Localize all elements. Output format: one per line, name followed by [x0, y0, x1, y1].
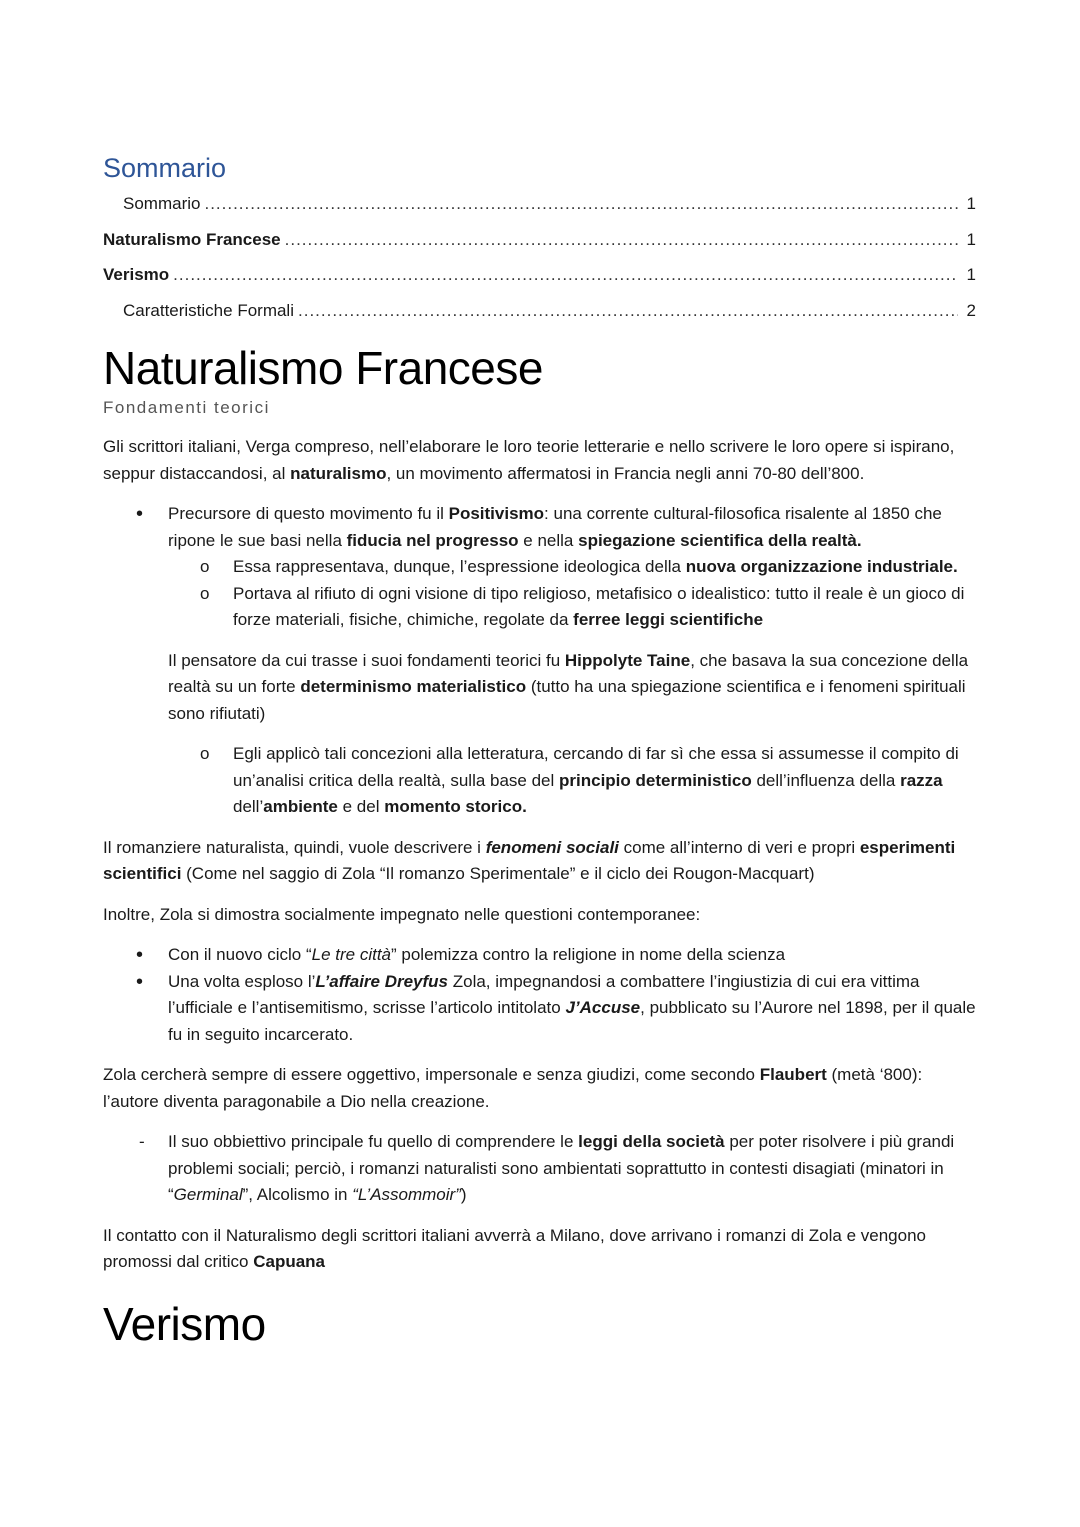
oggettivo-paragraph: Zola cercherà sempre di essere oggettivo, impersonale e senza giudizi, come secondo Flaubert (metà ‘800): l’autore diventa paragonabile a Dio nella creazione.: [103, 1065, 923, 1111]
list-item: - Il suo obbiettivo principale fu quello di comprendere le leggi della società per poter risolvere i più grandi problemi sociali; perciò, i romanzi naturalisti sono ambientati soprattutto in contesti disagiati (minatori in “Germinal”, Alcolismo in “L’Assommoir”): [103, 1129, 976, 1209]
zola-list: [103, 942, 976, 1048]
toc-entry-label: Caratteristiche Formali: [123, 300, 294, 320]
toc-entry-verismo[interactable]: [103, 265, 976, 301]
toc-entry-page: 1: [966, 194, 976, 213]
toc-entry-caratteristiche[interactable]: [103, 301, 976, 337]
list-item: • Precursore di questo movimento fu il Positivismo: una corrente cultural-filosofica risalente al 1850 che ripone le sue basi nella fiducia nel progresso e nella spiegazione scientifica della realtà.: [103, 501, 976, 554]
toc-entry-label: Naturalismo Francese: [103, 229, 281, 249]
toc-leader-dots: [298, 301, 958, 321]
taine-list: [103, 741, 976, 821]
positivismo-list: [103, 501, 976, 634]
list-item: o Portava al rifiuto di ogni visione di tipo religioso, metafisico o idealistico: tutto il reale è un gioco di forze materiali, fisiche, chimiche, regolate da ferree leggi scientifiche: [103, 581, 976, 634]
toc-entry-naturalismo[interactable]: [103, 230, 976, 266]
list-item: o Egli applicò tali concezioni alla letteratura, cercando di far sì che essa si assumesse il compito di un’analisi critica della realtà, sulla base del principio deterministico dell’influenza della razza dell’ambiente e del momento storico.: [103, 741, 976, 821]
intro-paragraph: Gli scrittori italiani, Verga compreso, nell’elaborare le loro teorie letterarie e nello scrivere le loro opere si ispirano, seppur distaccandosi, al naturalismo, un movimento affermatosi in Francia negli anni 70-80 dell’800.: [103, 437, 955, 483]
dash-list: [103, 1129, 976, 1209]
toc-entry-sommario[interactable]: [103, 194, 976, 230]
toc-entry-label: Verismo: [103, 265, 170, 284]
toc-leader-dots: [204, 194, 958, 214]
taine-paragraph: Il pensatore da cui trasse i suoi fondamenti teorici fu Hippolyte Taine, che basava la sua concezione della realtà su un forte determinismo materialistico (tutto ha una spiegazione scientifica e i fenomeni spirituali sono rifiutati): [168, 650, 969, 723]
toc-entry-page: 1: [966, 229, 976, 249]
toc-entry-label: Sommario: [123, 194, 201, 213]
contatto-paragraph: Il contatto con il Naturalismo degli scrittori italiani avverrà a Milano, dove arrivano i romanzi di Zola e vengono promossi dal critico Capuana: [103, 1225, 926, 1271]
section-subtitle: Fondamenti teorici: [103, 398, 270, 417]
toc-entry-page: 2: [966, 300, 976, 320]
romanziere-paragraph: Il romanziere naturalista, quindi, vuole descrivere i fenomeni sociali come all’interno di veri e propri esperimenti scientifici (Come nel saggio di Zola “Il romanzo Sperimentale” e il ciclo dei Rougon-Macquart): [103, 837, 956, 883]
list-item: • Con il nuovo ciclo “Le tre città” polemizza contro la religione in nome della scienza: [103, 942, 976, 969]
toc-entry-page: 1: [966, 265, 976, 284]
toc-leader-dots: [173, 265, 958, 285]
list-item: o Essa rappresentava, dunque, l’espressione ideologica della nuova organizzazione industriale.: [103, 554, 976, 581]
toc-leader-dots: [285, 230, 958, 250]
section-title-verismo: Verismo: [103, 1297, 266, 1350]
section-title-naturalismo: Naturalismo Francese: [103, 342, 543, 394]
list-item: • Una volta esploso l’L’affaire Dreyfus Zola, impegnandosi a combattere l’ingiustizia di cui era vittima l’ufficiale e l’antisemitismo, scrisse l’articolo intitolato J’Accuse, pubblicato su l’Aurore nel 1898, per il quale fu in seguito incarcerato.: [103, 969, 976, 1049]
inoltre-paragraph: Inoltre, Zola si dimostra socialmente impegnato nelle questioni contemporanee:: [103, 904, 701, 924]
toc-heading: Sommario: [103, 153, 227, 183]
document-page: [103, 150, 976, 1352]
